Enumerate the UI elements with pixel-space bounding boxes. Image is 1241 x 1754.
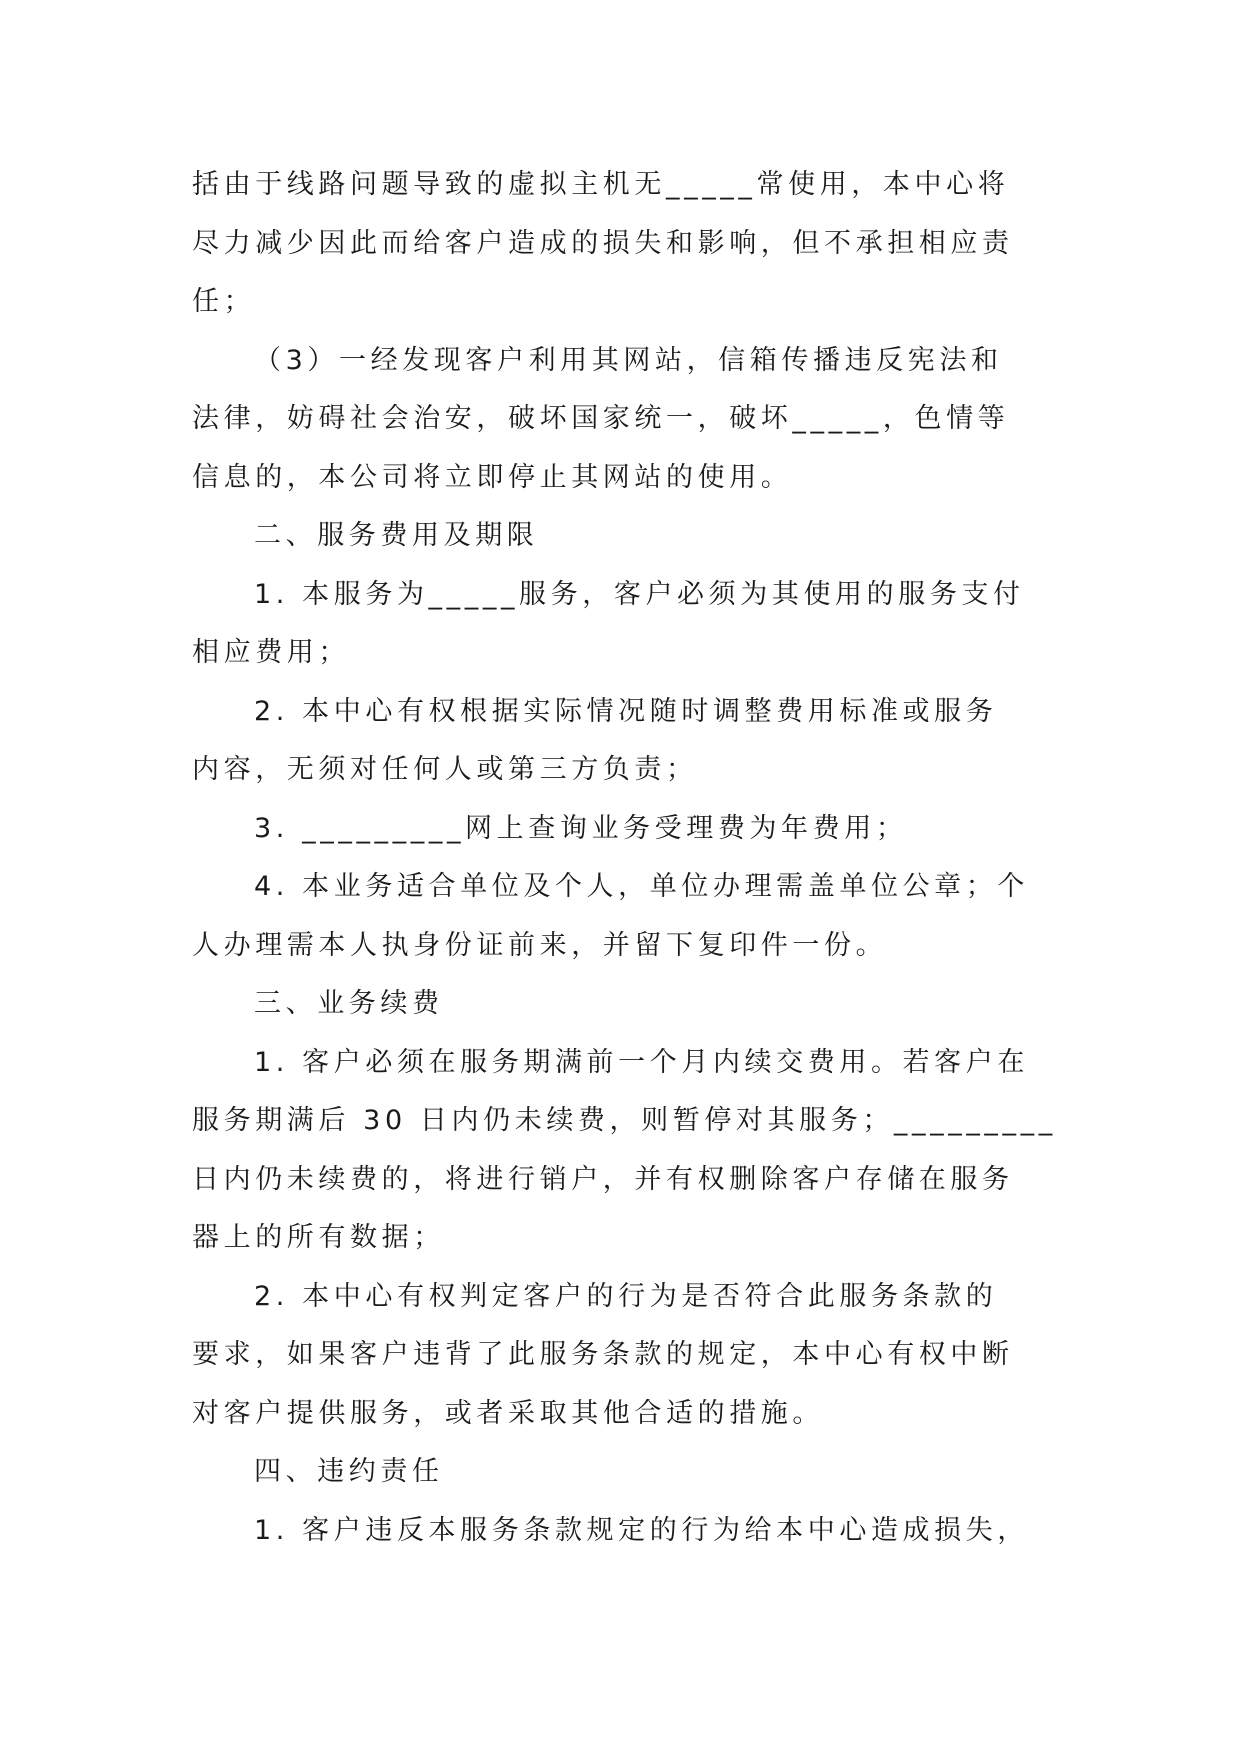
text-line: 法律，妨碍社会治安，破坏国家统一，破坏_____，色情等 — [192, 403, 1010, 434]
text-line: 相应费用； — [192, 637, 350, 668]
text-line: 器上的所有数据； — [192, 1222, 445, 1253]
text-line: 内容，无须对任何人或第三方负责； — [192, 754, 698, 785]
paragraph-start: 1. 客户必须在服务期满前一个月内续交费用。若客户在 — [254, 1046, 1029, 1078]
text-line: 尽力减少因此而给客户造成的损失和影响，但不承担相应责 — [192, 227, 1014, 259]
text-line: 日内仍未续费的，将进行销户，并有权删除客户存储在服务 — [192, 1163, 1014, 1195]
paragraph-start: 1. 客户违反本服务条款规定的行为给本中心造成损失， — [254, 1514, 1029, 1546]
paragraph-start: 4. 本业务适合单位及个人，单位办理需盖单位公章；个 — [254, 871, 1029, 902]
paragraph-start: 2. 本中心有权根据实际情况随时调整费用标准或服务 — [254, 695, 998, 727]
text-line: 服务期满后 30 日内仍未续费，则暂停对其服务；_________ — [192, 1105, 1057, 1136]
text-line: 人办理需本人执身份证前来，并留下复印件一份。 — [192, 929, 888, 961]
paragraph-start: 2. 本中心有权判定客户的行为是否符合此服务条款的 — [254, 1280, 998, 1312]
text-line: 任； — [192, 286, 256, 317]
text-line: 括由于线路问题导致的虚拟主机无_____常使用，本中心将 — [192, 169, 1010, 200]
text-line: 要求，如果客户违背了此服务条款的规定，本中心有权中断 — [192, 1339, 1014, 1370]
section-heading: 四、违约责任 — [254, 1456, 444, 1487]
paragraph-start: （3）一经发现客户利用其网站，信箱传播违反宪法和 — [254, 344, 1003, 376]
section-heading: 二、服务费用及期限 — [254, 520, 539, 551]
text-line: 对客户提供服务，或者采取其他合适的措施。 — [192, 1397, 824, 1429]
section-heading: 三、业务续费 — [254, 988, 444, 1019]
document-page — [192, 156, 1057, 1560]
paragraph-start: 1. 本服务为_____服务，客户必须为其使用的服务支付 — [254, 578, 1025, 610]
text-line: 信息的，本公司将立即停止其网站的使用。 — [192, 461, 793, 493]
paragraph-start: 3. _________网上查询业务受理费为年费用； — [254, 812, 908, 844]
